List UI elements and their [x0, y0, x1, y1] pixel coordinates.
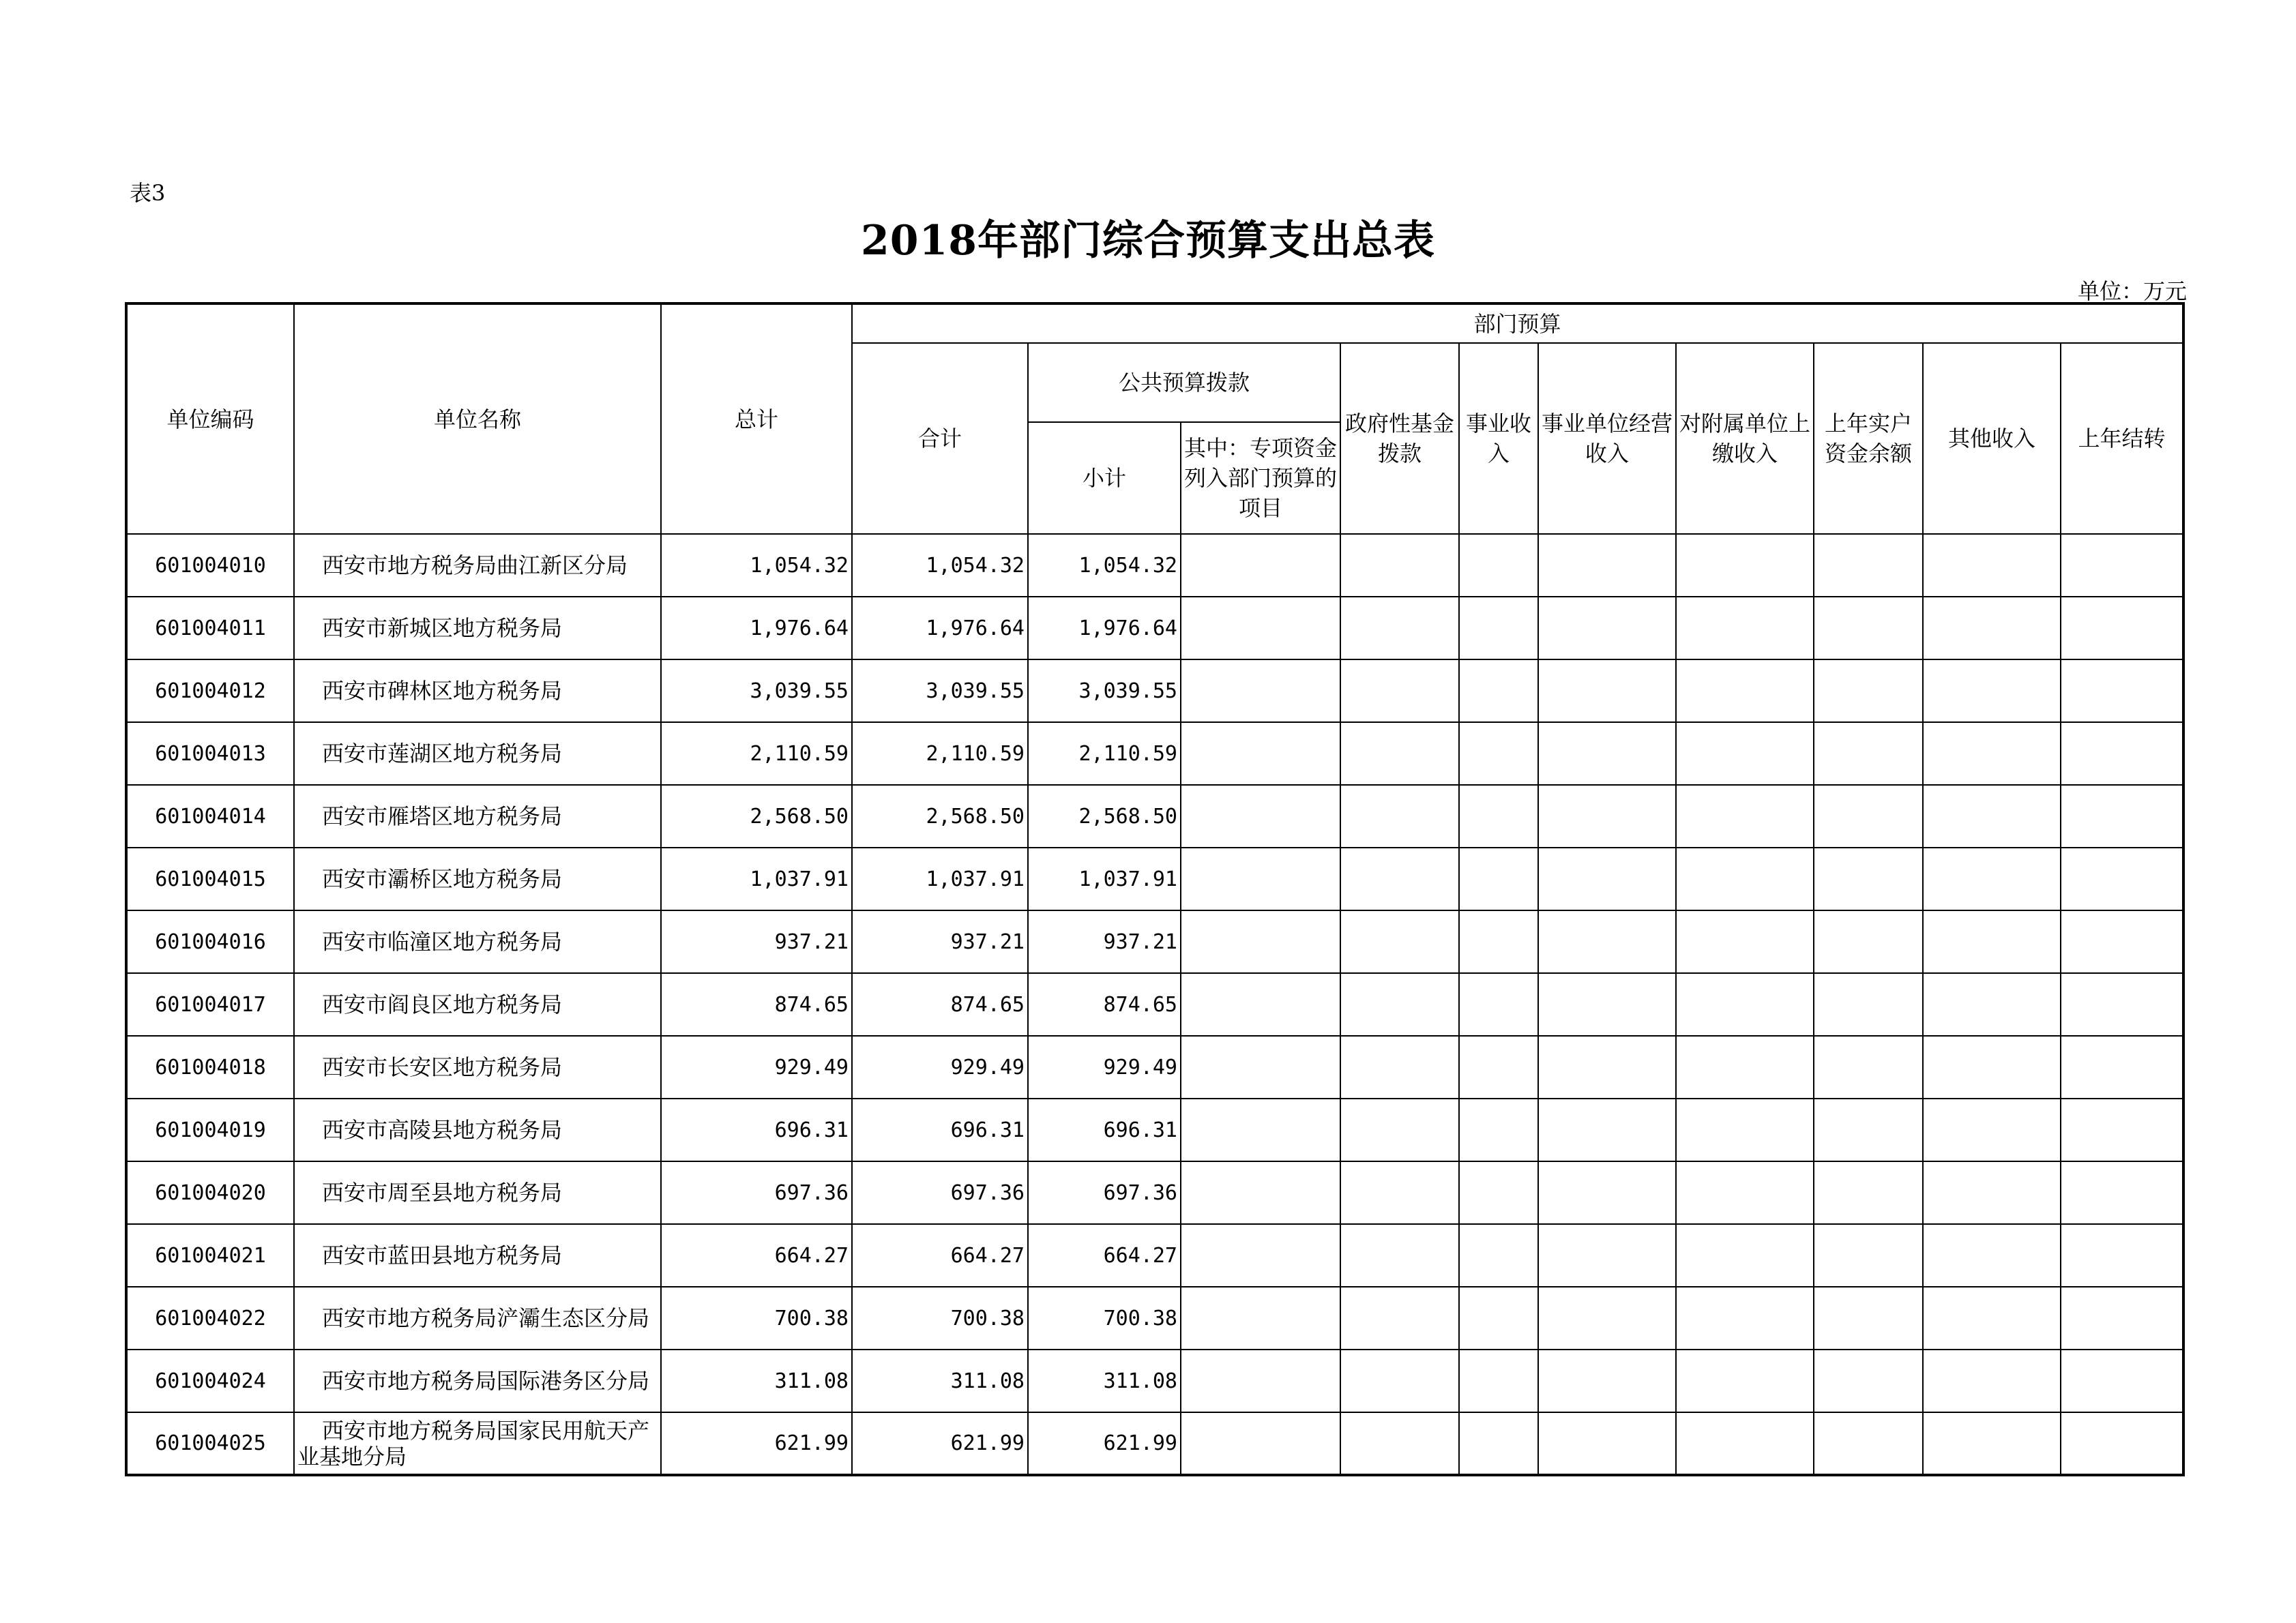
cell-public-subtotal: 311.08 — [1028, 1350, 1181, 1412]
cell-gov-fund — [1340, 785, 1459, 848]
cell-sum: 929.49 — [852, 1036, 1028, 1099]
col-header-last-year-balance: 上年实户资金余额 — [1814, 343, 1923, 534]
cell-affiliated-payment — [1676, 785, 1814, 848]
col-header-business-income: 事业收入 — [1459, 343, 1538, 534]
cell-business-income — [1459, 597, 1538, 659]
cell-total: 2,110.59 — [661, 722, 852, 785]
cell-other-income — [1923, 910, 2061, 973]
cell-last-year-balance — [1814, 848, 1923, 910]
cell-business-income — [1459, 722, 1538, 785]
cell-special-funds — [1181, 1161, 1340, 1224]
cell-gov-fund — [1340, 597, 1459, 659]
cell-business-operating — [1538, 722, 1676, 785]
cell-special-funds — [1181, 973, 1340, 1036]
cell-code: 601004022 — [126, 1287, 294, 1350]
cell-sum: 696.31 — [852, 1099, 1028, 1161]
cell-gov-fund — [1340, 1350, 1459, 1412]
cell-name: 西安市地方税务局曲江新区分局 — [294, 534, 661, 597]
cell-business-operating — [1538, 1412, 1676, 1475]
cell-business-operating — [1538, 1287, 1676, 1350]
table-row — [126, 1412, 2183, 1475]
cell-business-income — [1459, 534, 1538, 597]
cell-gov-fund — [1340, 910, 1459, 973]
cell-special-funds — [1181, 534, 1340, 597]
cell-affiliated-payment — [1676, 1224, 1814, 1287]
cell-business-income — [1459, 1161, 1538, 1224]
cell-code: 601004018 — [126, 1036, 294, 1099]
cell-total: 1,037.91 — [661, 848, 852, 910]
cell-other-income — [1923, 722, 2061, 785]
cell-business-income — [1459, 785, 1538, 848]
cell-business-operating — [1538, 848, 1676, 910]
cell-last-year-balance — [1814, 910, 1923, 973]
cell-gov-fund — [1340, 1412, 1459, 1475]
cell-business-income — [1459, 848, 1538, 910]
cell-sum: 1,037.91 — [852, 848, 1028, 910]
cell-last-year-balance — [1814, 1224, 1923, 1287]
cell-sum: 311.08 — [852, 1350, 1028, 1412]
table-body — [126, 534, 2183, 1475]
cell-affiliated-payment — [1676, 1036, 1814, 1099]
cell-last-year-carryover — [2061, 848, 2183, 910]
cell-affiliated-payment — [1676, 1350, 1814, 1412]
cell-public-subtotal: 3,039.55 — [1028, 659, 1181, 722]
cell-affiliated-payment — [1676, 1099, 1814, 1161]
cell-total: 3,039.55 — [661, 659, 852, 722]
cell-other-income — [1923, 848, 2061, 910]
cell-sum: 2,568.50 — [852, 785, 1028, 848]
cell-other-income — [1923, 1161, 2061, 1224]
table-row — [126, 1099, 2183, 1161]
cell-last-year-carryover — [2061, 534, 2183, 597]
cell-last-year-balance — [1814, 1161, 1923, 1224]
table-row — [126, 597, 2183, 659]
table-row — [126, 1224, 2183, 1287]
cell-sum: 1,976.64 — [852, 597, 1028, 659]
col-header-other-income: 其他收入 — [1923, 343, 2061, 534]
cell-last-year-carryover — [2061, 1036, 2183, 1099]
cell-business-income — [1459, 1036, 1538, 1099]
cell-last-year-balance — [1814, 785, 1923, 848]
col-header-code: 单位编码 — [126, 303, 294, 534]
cell-code: 601004015 — [126, 848, 294, 910]
cell-code: 601004010 — [126, 534, 294, 597]
cell-public-subtotal: 700.38 — [1028, 1287, 1181, 1350]
cell-special-funds — [1181, 785, 1340, 848]
cell-special-funds — [1181, 659, 1340, 722]
cell-public-subtotal: 874.65 — [1028, 973, 1181, 1036]
cell-gov-fund — [1340, 1161, 1459, 1224]
cell-name: 西安市地方税务局国家民用航天产业基地分局 — [294, 1412, 661, 1475]
cell-total: 929.49 — [661, 1036, 852, 1099]
col-header-total: 总计 — [661, 303, 852, 534]
cell-last-year-carryover — [2061, 973, 2183, 1036]
cell-other-income — [1923, 1036, 2061, 1099]
cell-business-income — [1459, 910, 1538, 973]
cell-gov-fund — [1340, 848, 1459, 910]
cell-gov-fund — [1340, 1224, 1459, 1287]
cell-gov-fund — [1340, 973, 1459, 1036]
unit-label: 单位：万元 — [2077, 278, 2187, 304]
col-header-public-budget: 公共预算拨款 — [1028, 343, 1340, 422]
cell-other-income — [1923, 785, 2061, 848]
cell-total: 664.27 — [661, 1224, 852, 1287]
cell-special-funds — [1181, 1099, 1340, 1161]
cell-business-income — [1459, 1099, 1538, 1161]
cell-business-operating — [1538, 1161, 1676, 1224]
cell-code: 601004014 — [126, 785, 294, 848]
cell-affiliated-payment — [1676, 910, 1814, 973]
cell-total: 1,976.64 — [661, 597, 852, 659]
cell-affiliated-payment — [1676, 659, 1814, 722]
cell-code: 601004017 — [126, 973, 294, 1036]
cell-code: 601004011 — [126, 597, 294, 659]
cell-name: 西安市碑林区地方税务局 — [294, 659, 661, 722]
cell-name: 西安市雁塔区地方税务局 — [294, 785, 661, 848]
cell-name: 西安市长安区地方税务局 — [294, 1036, 661, 1099]
cell-last-year-balance — [1814, 973, 1923, 1036]
cell-other-income — [1923, 597, 2061, 659]
table-row — [126, 1287, 2183, 1350]
cell-code: 601004016 — [126, 910, 294, 973]
col-header-special-funds: 其中：专项资金列入部门预算的项目 — [1181, 422, 1340, 534]
cell-sum: 3,039.55 — [852, 659, 1028, 722]
cell-total: 937.21 — [661, 910, 852, 973]
cell-name: 西安市灞桥区地方税务局 — [294, 848, 661, 910]
table-row — [126, 848, 2183, 910]
cell-business-income — [1459, 659, 1538, 722]
cell-affiliated-payment — [1676, 973, 1814, 1036]
cell-last-year-carryover — [2061, 1099, 2183, 1161]
cell-public-subtotal: 929.49 — [1028, 1036, 1181, 1099]
cell-last-year-carryover — [2061, 910, 2183, 973]
cell-gov-fund — [1340, 534, 1459, 597]
cell-affiliated-payment — [1676, 1161, 1814, 1224]
cell-special-funds — [1181, 1224, 1340, 1287]
cell-last-year-balance — [1814, 722, 1923, 785]
cell-gov-fund — [1340, 659, 1459, 722]
cell-gov-fund — [1340, 1099, 1459, 1161]
cell-total: 874.65 — [661, 973, 852, 1036]
cell-name: 西安市新城区地方税务局 — [294, 597, 661, 659]
col-header-last-year-carryover: 上年结转 — [2061, 343, 2183, 534]
cell-business-operating — [1538, 785, 1676, 848]
cell-business-operating — [1538, 659, 1676, 722]
cell-business-income — [1459, 1287, 1538, 1350]
cell-public-subtotal: 2,110.59 — [1028, 722, 1181, 785]
table-row — [126, 1161, 2183, 1224]
cell-code: 601004012 — [126, 659, 294, 722]
cell-special-funds — [1181, 910, 1340, 973]
cell-affiliated-payment — [1676, 1287, 1814, 1350]
cell-name: 西安市阎良区地方税务局 — [294, 973, 661, 1036]
cell-gov-fund — [1340, 1036, 1459, 1099]
cell-code: 601004024 — [126, 1350, 294, 1412]
page-title: 2018年部门综合预算支出总表 — [861, 217, 1435, 265]
cell-business-income — [1459, 973, 1538, 1036]
cell-name: 西安市蓝田县地方税务局 — [294, 1224, 661, 1287]
cell-last-year-carryover — [2061, 1350, 2183, 1412]
cell-business-operating — [1538, 597, 1676, 659]
cell-other-income — [1923, 973, 2061, 1036]
cell-name: 西安市地方税务局浐灞生态区分局 — [294, 1287, 661, 1350]
cell-name: 西安市周至县地方税务局 — [294, 1161, 661, 1224]
cell-gov-fund — [1340, 722, 1459, 785]
col-header-gov-fund: 政府性基金拨款 — [1340, 343, 1459, 534]
cell-code: 601004013 — [126, 722, 294, 785]
cell-public-subtotal: 696.31 — [1028, 1099, 1181, 1161]
cell-total: 621.99 — [661, 1412, 852, 1475]
cell-sum: 1,054.32 — [852, 534, 1028, 597]
cell-last-year-balance — [1814, 1036, 1923, 1099]
cell-business-income — [1459, 1350, 1538, 1412]
cell-business-income — [1459, 1412, 1538, 1475]
cell-public-subtotal: 621.99 — [1028, 1412, 1181, 1475]
cell-total: 2,568.50 — [661, 785, 852, 848]
cell-public-subtotal: 1,054.32 — [1028, 534, 1181, 597]
cell-last-year-balance — [1814, 1287, 1923, 1350]
cell-total: 1,054.32 — [661, 534, 852, 597]
cell-code: 601004025 — [126, 1412, 294, 1475]
cell-other-income — [1923, 659, 2061, 722]
cell-code: 601004019 — [126, 1099, 294, 1161]
cell-total: 311.08 — [661, 1350, 852, 1412]
cell-sum: 664.27 — [852, 1224, 1028, 1287]
table-row — [126, 1036, 2183, 1099]
table-row — [126, 659, 2183, 722]
cell-last-year-carryover — [2061, 1412, 2183, 1475]
col-header-public-subtotal: 小计 — [1028, 422, 1181, 534]
cell-other-income — [1923, 534, 2061, 597]
cell-public-subtotal: 664.27 — [1028, 1224, 1181, 1287]
col-header-affiliated-payment: 对附属单位上缴收入 — [1676, 343, 1814, 534]
cell-last-year-carryover — [2061, 785, 2183, 848]
col-header-dept-budget: 部门预算 — [852, 303, 2183, 343]
cell-sum: 697.36 — [852, 1161, 1028, 1224]
cell-special-funds — [1181, 1287, 1340, 1350]
cell-affiliated-payment — [1676, 848, 1814, 910]
cell-name: 西安市莲湖区地方税务局 — [294, 722, 661, 785]
cell-last-year-carryover — [2061, 659, 2183, 722]
col-header-business-operating: 事业单位经营收入 — [1538, 343, 1676, 534]
cell-last-year-balance — [1814, 1350, 1923, 1412]
cell-total: 697.36 — [661, 1161, 852, 1224]
cell-name: 西安市高陵县地方税务局 — [294, 1099, 661, 1161]
cell-business-operating — [1538, 1350, 1676, 1412]
cell-gov-fund — [1340, 1287, 1459, 1350]
cell-code: 601004021 — [126, 1224, 294, 1287]
cell-business-operating — [1538, 910, 1676, 973]
cell-sum: 621.99 — [852, 1412, 1028, 1475]
cell-last-year-carryover — [2061, 597, 2183, 659]
cell-name: 西安市地方税务局国际港务区分局 — [294, 1350, 661, 1412]
cell-last-year-balance — [1814, 534, 1923, 597]
cell-total: 696.31 — [661, 1099, 852, 1161]
cell-sum: 937.21 — [852, 910, 1028, 973]
cell-other-income — [1923, 1099, 2061, 1161]
cell-last-year-carryover — [2061, 722, 2183, 785]
cell-last-year-balance — [1814, 1412, 1923, 1475]
cell-public-subtotal: 1,037.91 — [1028, 848, 1181, 910]
table-row — [126, 722, 2183, 785]
cell-last-year-balance — [1814, 659, 1923, 722]
cell-other-income — [1923, 1287, 2061, 1350]
cell-affiliated-payment — [1676, 534, 1814, 597]
col-header-name: 单位名称 — [294, 303, 661, 534]
table-row — [126, 973, 2183, 1036]
cell-last-year-balance — [1814, 597, 1923, 659]
cell-last-year-carryover — [2061, 1287, 2183, 1350]
cell-business-income — [1459, 1224, 1538, 1287]
cell-code: 601004020 — [126, 1161, 294, 1224]
cell-special-funds — [1181, 848, 1340, 910]
cell-business-operating — [1538, 1036, 1676, 1099]
cell-total: 700.38 — [661, 1287, 852, 1350]
cell-special-funds — [1181, 1350, 1340, 1412]
cell-affiliated-payment — [1676, 597, 1814, 659]
budget-expenditure-table — [125, 302, 2185, 1476]
cell-special-funds — [1181, 597, 1340, 659]
cell-business-operating — [1538, 1224, 1676, 1287]
table-row — [126, 1350, 2183, 1412]
table-row — [126, 785, 2183, 848]
cell-public-subtotal: 2,568.50 — [1028, 785, 1181, 848]
cell-other-income — [1923, 1412, 2061, 1475]
cell-public-subtotal: 1,976.64 — [1028, 597, 1181, 659]
cell-other-income — [1923, 1224, 2061, 1287]
cell-affiliated-payment — [1676, 722, 1814, 785]
cell-last-year-carryover — [2061, 1161, 2183, 1224]
cell-public-subtotal: 937.21 — [1028, 910, 1181, 973]
cell-business-operating — [1538, 534, 1676, 597]
cell-affiliated-payment — [1676, 1412, 1814, 1475]
cell-business-operating — [1538, 973, 1676, 1036]
table-row — [126, 534, 2183, 597]
table-row — [126, 910, 2183, 973]
cell-other-income — [1923, 1350, 2061, 1412]
cell-special-funds — [1181, 1036, 1340, 1099]
cell-name: 西安市临潼区地方税务局 — [294, 910, 661, 973]
cell-sum: 874.65 — [852, 973, 1028, 1036]
cell-last-year-balance — [1814, 1099, 1923, 1161]
table-number: 表3 — [130, 180, 166, 206]
cell-last-year-carryover — [2061, 1224, 2183, 1287]
cell-special-funds — [1181, 722, 1340, 785]
cell-public-subtotal: 697.36 — [1028, 1161, 1181, 1224]
cell-business-operating — [1538, 1099, 1676, 1161]
cell-sum: 2,110.59 — [852, 722, 1028, 785]
header-row-1 — [126, 303, 2183, 343]
col-header-sum: 合计 — [852, 343, 1028, 534]
cell-sum: 700.38 — [852, 1287, 1028, 1350]
cell-special-funds — [1181, 1412, 1340, 1475]
